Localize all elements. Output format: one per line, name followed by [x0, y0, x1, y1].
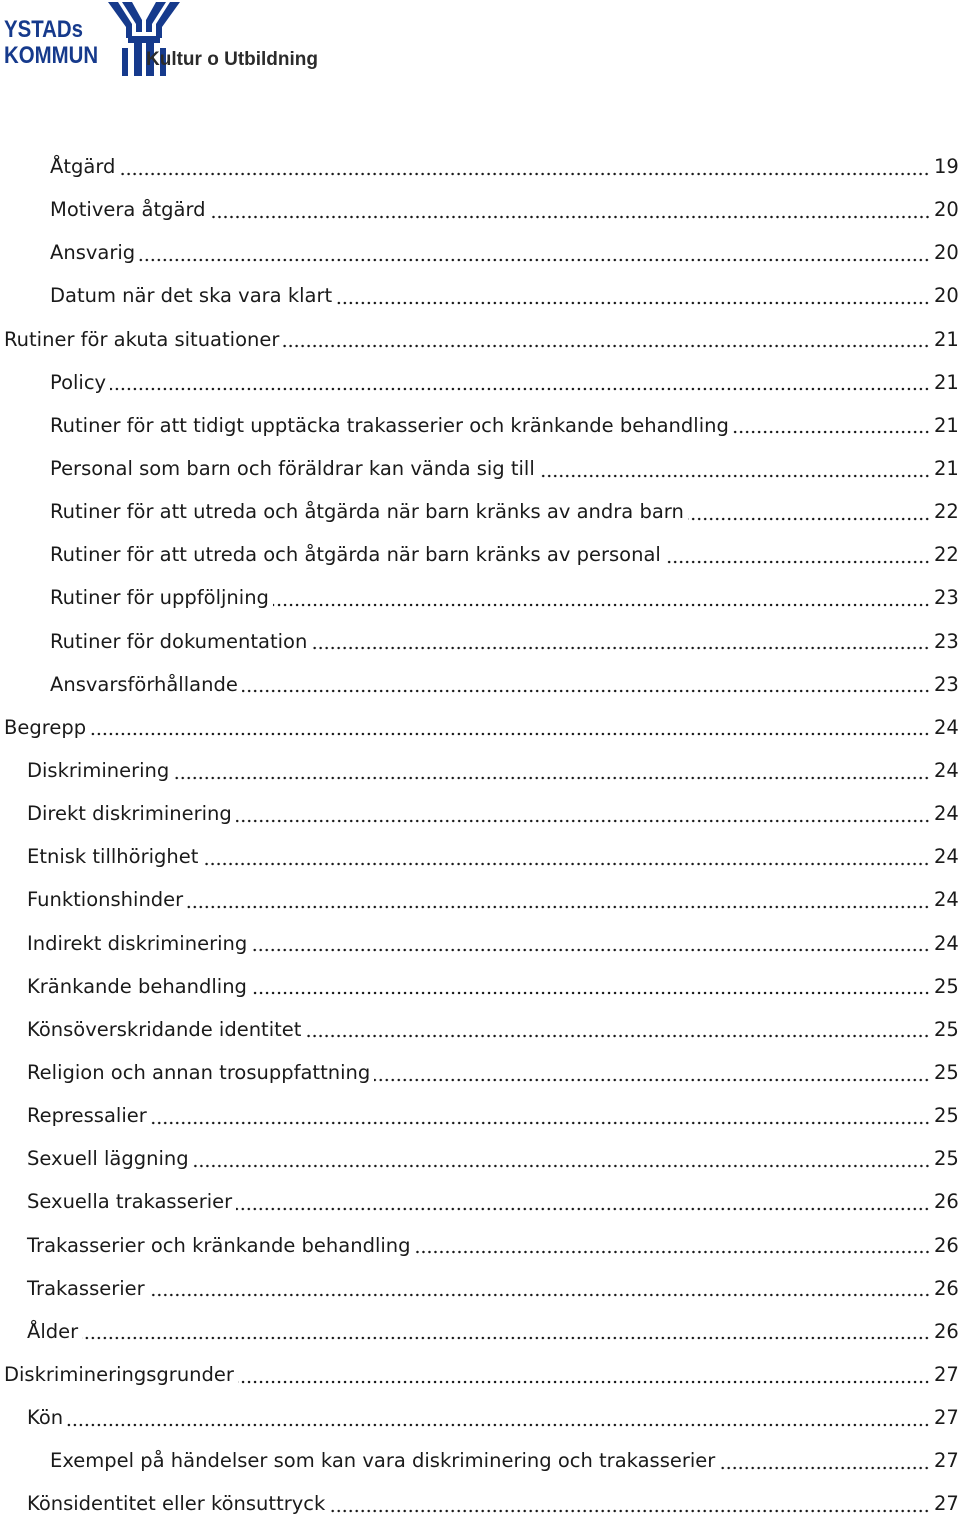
toc-entry-page-number: 26 — [934, 1233, 959, 1257]
logo-kommun-text: KOMMUN — [4, 42, 99, 69]
toc-dot-leader — [305, 1034, 930, 1038]
toc-entry[interactable] — [0, 1094, 960, 1137]
toc-entry[interactable] — [0, 835, 960, 878]
toc-entry-page-number: 24 — [934, 802, 959, 826]
toc-entry[interactable] — [0, 318, 960, 361]
toc-entry[interactable] — [0, 1008, 960, 1051]
toc-dot-leader — [187, 905, 930, 909]
toc-entry[interactable] — [0, 533, 960, 576]
toc-entry-title: Datum när det ska vara klart — [50, 284, 333, 308]
toc-dot-leader — [719, 1466, 930, 1470]
toc-dot-leader — [283, 344, 930, 348]
toc-entry-title: Religion och annan trosuppfattning — [27, 1061, 371, 1085]
toc-dot-leader — [238, 1380, 930, 1384]
toc-entry-title: Trakasserier och kränkande behandling — [27, 1233, 411, 1257]
toc-dot-leader — [688, 517, 930, 521]
toc-dot-leader — [733, 430, 930, 434]
toc-entry-title: Direkt diskriminering — [27, 802, 232, 826]
toc-dot-leader — [539, 474, 930, 478]
toc-dot-leader — [149, 1293, 930, 1297]
toc-entry-page-number: 27 — [934, 1363, 959, 1386]
toc-dot-leader — [82, 1336, 930, 1340]
toc-dot-leader — [336, 301, 930, 305]
toc-entry-title: Begrepp — [4, 715, 87, 739]
toc-entry[interactable] — [0, 965, 960, 1008]
toc-entry-title: Policy — [50, 370, 107, 394]
toc-dot-leader — [67, 1423, 930, 1427]
toc-entry-page-number: 21 — [934, 327, 959, 351]
toc-dot-leader — [242, 689, 930, 693]
toc-entry-title: Sexuell läggning — [27, 1147, 189, 1171]
toc-entry-page-number: 21 — [934, 370, 959, 394]
toc-entry-title: Könsöverskridande identitet — [27, 1017, 302, 1041]
toc-entry[interactable] — [0, 1396, 960, 1439]
toc-entry[interactable] — [0, 792, 960, 835]
toc-entry-title: Kränkande behandling — [27, 974, 247, 998]
toc-entry-page-number: 23 — [934, 672, 959, 696]
toc-entry[interactable] — [0, 1267, 960, 1310]
toc-entry-page-number: 25 — [934, 1061, 959, 1085]
toc-entry-page-number: 20 — [934, 284, 959, 308]
toc-entry-title: Ansvarsförhållande — [50, 672, 238, 696]
toc-entry-title: Rutiner för att utreda och åtgärda när barn kränks av andra barn — [50, 500, 684, 524]
toc-entry-page-number: 26 — [934, 1276, 959, 1300]
toc-entry-page-number: 22 — [934, 543, 959, 567]
toc-entry-page-number: 25 — [934, 974, 959, 998]
toc-dot-leader — [251, 948, 930, 952]
toc-dot-leader — [665, 560, 930, 564]
toc-entry-title: Sexuella trakasserier — [27, 1190, 233, 1214]
toc-entry-title: Indirekt diskriminering — [27, 931, 248, 955]
toc-entry-page-number: 24 — [934, 715, 959, 739]
toc-dot-leader — [273, 603, 930, 607]
toc-dot-leader — [139, 258, 930, 262]
toc-entry[interactable] — [0, 1051, 960, 1094]
toc-entry-page-number: 21 — [934, 413, 959, 437]
toc-entry-page-number: 26 — [934, 1190, 959, 1214]
toc-dot-leader — [236, 1207, 930, 1211]
toc-dot-leader — [173, 776, 930, 780]
toc-entry-title: Exempel på händelser som kan vara diskriminering och trakasserier — [50, 1449, 716, 1473]
toc-entry[interactable] — [0, 620, 960, 663]
toc-entry-page-number: 21 — [934, 457, 959, 481]
toc-entry-title: Rutiner för dokumentation — [50, 629, 308, 653]
toc-dot-leader — [90, 732, 930, 736]
toc-entry-title: Funktionshinder — [27, 888, 184, 912]
toc-entry[interactable] — [0, 490, 960, 533]
toc-entry-page-number: 27 — [934, 1492, 959, 1516]
toc-entry[interactable] — [0, 1137, 960, 1180]
toc-entry-title: Könsidentitet eller könsuttryck — [27, 1492, 326, 1516]
toc-entry-page-number: 24 — [934, 759, 959, 783]
toc-dot-leader — [236, 819, 930, 823]
toc-entry[interactable] — [0, 749, 960, 792]
toc-entry[interactable] — [0, 1439, 960, 1482]
toc-entry-page-number: 25 — [934, 1017, 959, 1041]
toc-entry-page-number: 25 — [934, 1147, 959, 1171]
toc-entry[interactable] — [0, 663, 960, 706]
toc-entry-page-number: 20 — [934, 241, 959, 265]
toc-entry[interactable] — [0, 145, 960, 188]
toc-dot-leader — [329, 1509, 930, 1513]
toc-entry-title: Etnisk tillhörighet — [27, 845, 199, 869]
toc-entry[interactable] — [0, 878, 960, 921]
toc-entry-title: Rutiner för att utreda och åtgärda när barn kränks av personal — [50, 543, 661, 567]
toc-entry-title: Ålder — [27, 1319, 79, 1343]
toc-entry-title: Diskriminering — [27, 759, 170, 783]
toc-entry-page-number: 26 — [934, 1319, 959, 1343]
toc-entry-title: Rutiner för akuta situationer — [4, 327, 280, 351]
toc-entry-title: Motivera åtgärd — [50, 198, 206, 222]
toc-entry[interactable] — [0, 361, 960, 404]
toc-entry[interactable] — [0, 188, 960, 231]
toc-entry[interactable] — [0, 1224, 960, 1267]
toc-entry[interactable] — [0, 1180, 960, 1223]
toc-entry[interactable] — [0, 1482, 960, 1525]
toc-entry-page-number: 23 — [934, 629, 959, 653]
toc-entry-page-number: 27 — [934, 1449, 959, 1473]
toc-dot-leader — [415, 1250, 930, 1254]
logo-subtitle: Kultur o Utbildning — [146, 49, 319, 70]
toc-entry[interactable] — [0, 447, 960, 490]
toc-dot-leader — [110, 387, 930, 391]
toc-dot-leader — [151, 1121, 930, 1125]
toc-entry-title: Kön — [27, 1406, 64, 1430]
toc-entry-page-number: 19 — [934, 155, 959, 179]
toc-entry[interactable] — [0, 706, 960, 749]
toc-dot-leader — [119, 172, 930, 176]
toc-entry-title: Rutiner för uppföljning — [50, 586, 269, 610]
toc-entry[interactable] — [0, 922, 960, 965]
toc-entry-page-number: 25 — [934, 1104, 959, 1128]
toc-entry-title: Ansvarig — [50, 241, 136, 265]
toc-entry-page-number: 24 — [934, 845, 959, 869]
toc-dot-leader — [202, 862, 930, 866]
toc-entry[interactable] — [0, 1310, 960, 1353]
toc-entry[interactable] — [0, 576, 960, 619]
toc-entry-page-number: 24 — [934, 931, 959, 955]
toc-entry-page-number: 23 — [934, 586, 959, 610]
toc-entry-title: Repressalier — [27, 1104, 147, 1128]
toc-entry[interactable] — [0, 274, 960, 317]
toc-entry-page-number: 24 — [934, 888, 959, 912]
toc-dot-leader — [210, 215, 931, 219]
toc-entry-title: Trakasserier — [27, 1276, 145, 1300]
toc-entry-title: Rutiner för att tidigt upptäcka trakasserier och kränkande behandling — [50, 413, 729, 437]
toc-dot-leader — [251, 991, 930, 995]
toc-dot-leader — [311, 646, 930, 650]
toc-entry-page-number: 20 — [934, 198, 959, 222]
table-of-contents — [0, 145, 960, 1526]
toc-entry-page-number: 22 — [934, 500, 959, 524]
toc-entry[interactable] — [0, 404, 960, 447]
toc-entry-title: Åtgärd — [50, 155, 116, 179]
toc-entry-page-number: 27 — [934, 1406, 959, 1430]
toc-entry[interactable] — [0, 1353, 960, 1396]
toc-entry-title: Diskrimineringsgrunder — [4, 1363, 234, 1386]
ystad-kommun-logo — [4, 2, 334, 76]
toc-entry[interactable] — [0, 231, 960, 274]
toc-dot-leader — [193, 1164, 930, 1168]
logo-ystads-text: YSTADs — [4, 16, 83, 43]
toc-dot-leader — [374, 1078, 930, 1082]
toc-entry-title: Personal som barn och föräldrar kan vända sig till — [50, 457, 535, 481]
